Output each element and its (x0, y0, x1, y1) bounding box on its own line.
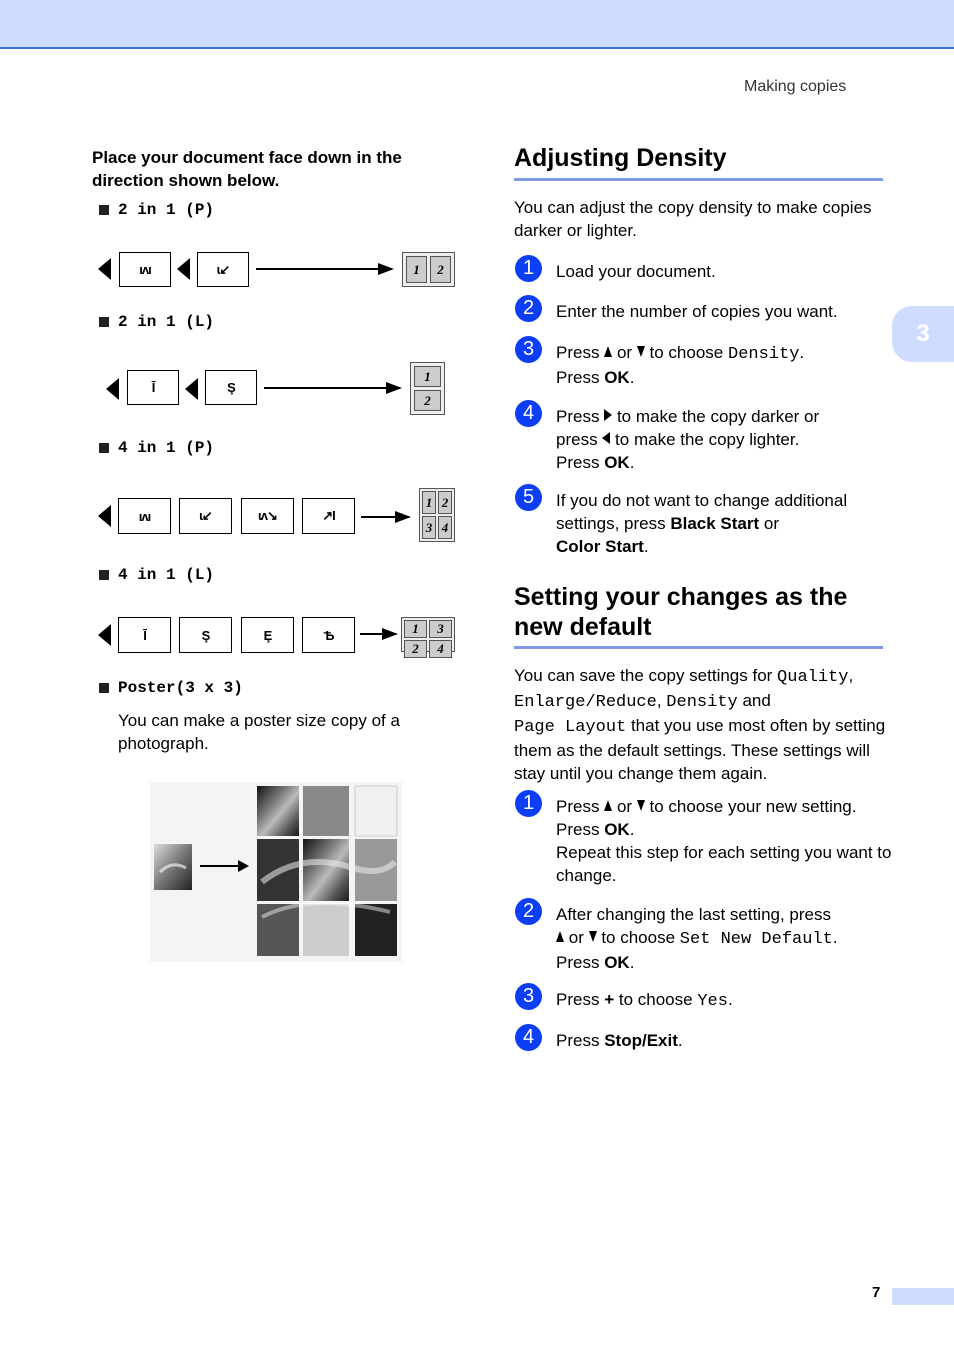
step-number: 3 (515, 336, 542, 363)
document-page-icon: Ş (205, 370, 257, 405)
step-text: If you do not want to change additional settings, press Black Start or Color Start. (556, 491, 848, 556)
layout-label-2in1l: 2 in 1 (L) (99, 313, 214, 331)
step-number: 1 (515, 790, 542, 817)
title-rule (514, 178, 883, 181)
feed-arrow-icon (98, 624, 111, 646)
result-4in1p (419, 488, 455, 542)
document-page-icon: Ī (127, 370, 179, 405)
result-cell: 4 (429, 640, 452, 658)
result-arrow-icon (264, 387, 400, 389)
step-number: 4 (515, 400, 542, 427)
step-number: 2 (515, 295, 542, 322)
feed-arrow-icon (106, 378, 119, 400)
layout-label-2in1p: 2 in 1 (P) (99, 201, 214, 219)
feed-arrow-icon (177, 258, 190, 280)
document-page-icon: ɩ↙ (179, 498, 232, 534)
step-text: Press to make the copy darker or press to make the copy lighter. Press OK. (556, 407, 820, 472)
feed-arrow-icon (185, 378, 198, 400)
result-cell: 2 (438, 491, 452, 514)
bullet-square-icon (99, 443, 109, 453)
result-cell: 1 (422, 491, 436, 514)
result-cell: 3 (429, 620, 452, 638)
document-page-icon: ıʌı (118, 498, 171, 534)
document-page-icon: ↗Ɩ (302, 498, 355, 534)
result-2in1p (402, 252, 455, 287)
step-text: Enter the number of copies you want. (556, 302, 838, 321)
step-text: Press or to choose your new setting. Press OK. Repeat this step for each setting you want to change. (556, 797, 892, 885)
step-number: 4 (515, 1024, 542, 1051)
feed-arrow-icon (98, 505, 111, 527)
document-page-icon: ıʌı (119, 252, 171, 287)
page-number: 7 (872, 1284, 881, 1301)
layout-label-poster: Poster(3 x 3) (99, 679, 243, 697)
result-cell: 2 (430, 256, 451, 283)
step-number: 2 (515, 898, 542, 925)
document-page-icon: ɩʌ↘ (241, 498, 294, 534)
placement-instruction: Place your document face down in the direction shown below. (92, 148, 402, 190)
feed-arrow-icon (98, 258, 111, 280)
result-cell: 3 (422, 516, 436, 539)
result-cell: 2 (404, 640, 427, 658)
document-page-icon: ɩ↙ (197, 252, 249, 287)
result-arrow-icon (360, 633, 396, 635)
step-text: After changing the last setting, press or to choose Set New Default. Press OK. (556, 905, 838, 972)
result-2in1l (410, 362, 445, 415)
step-text: Press or to choose Density. Press OK. (556, 343, 805, 387)
down-arrow-icon (637, 346, 645, 357)
poster-illustration (150, 782, 402, 962)
density-intro: You can adjust the copy density to make copies darker or lighter. (514, 198, 872, 240)
section-title-default: Setting your changes as the new default (514, 583, 848, 641)
result-arrow-icon (256, 268, 392, 270)
result-cell: 2 (414, 390, 441, 411)
header-band (0, 0, 954, 49)
poster-grid (257, 786, 397, 956)
result-arrow-icon (361, 516, 409, 518)
right-arrow-icon (604, 409, 612, 421)
title-rule (514, 646, 883, 649)
left-arrow-icon (602, 432, 610, 444)
result-4in1l (401, 617, 455, 656)
document-page-icon: Ī (118, 617, 171, 653)
result-cell: 4 (438, 516, 452, 539)
document-page-icon: Ȩ (241, 617, 294, 653)
running-title: Making copies (744, 78, 847, 95)
bullet-square-icon (99, 683, 109, 693)
layout-label-4in1p: 4 in 1 (P) (99, 439, 214, 457)
layout-label-4in1l: 4 in 1 (L) (99, 566, 214, 584)
result-cell: 1 (406, 256, 427, 283)
bullet-square-icon (99, 205, 109, 215)
document-page-icon: Ѣ (302, 617, 355, 653)
result-cell: 1 (414, 366, 441, 387)
step-number: 3 (515, 983, 542, 1010)
step-text: Press Stop/Exit. (556, 1031, 683, 1050)
chapter-tab[interactable]: 3 (892, 306, 954, 362)
result-cell: 1 (404, 620, 427, 638)
down-arrow-icon (637, 800, 645, 811)
bullet-square-icon (99, 570, 109, 580)
bullet-square-icon (99, 317, 109, 327)
step-text: Load your document. (556, 262, 716, 281)
step-number: 1 (515, 255, 542, 282)
up-arrow-icon (556, 931, 564, 942)
up-arrow-icon (604, 346, 612, 357)
footer-band (892, 1288, 954, 1305)
section-title-density: Adjusting Density (514, 144, 727, 172)
down-arrow-icon (589, 931, 597, 942)
poster-description: You can make a poster size copy of a photograph. (118, 711, 400, 753)
default-intro: You can save the copy settings for Quality, Enlarge/Reduce, Density and Page Layout that you use most often by setting them as the default settings. These settings will stay until you change them again. (514, 666, 886, 783)
step-number: 5 (515, 484, 542, 511)
step-text: Press + to choose Yes. (556, 990, 733, 1011)
document-page-icon: Ş (179, 617, 232, 653)
up-arrow-icon (604, 800, 612, 811)
